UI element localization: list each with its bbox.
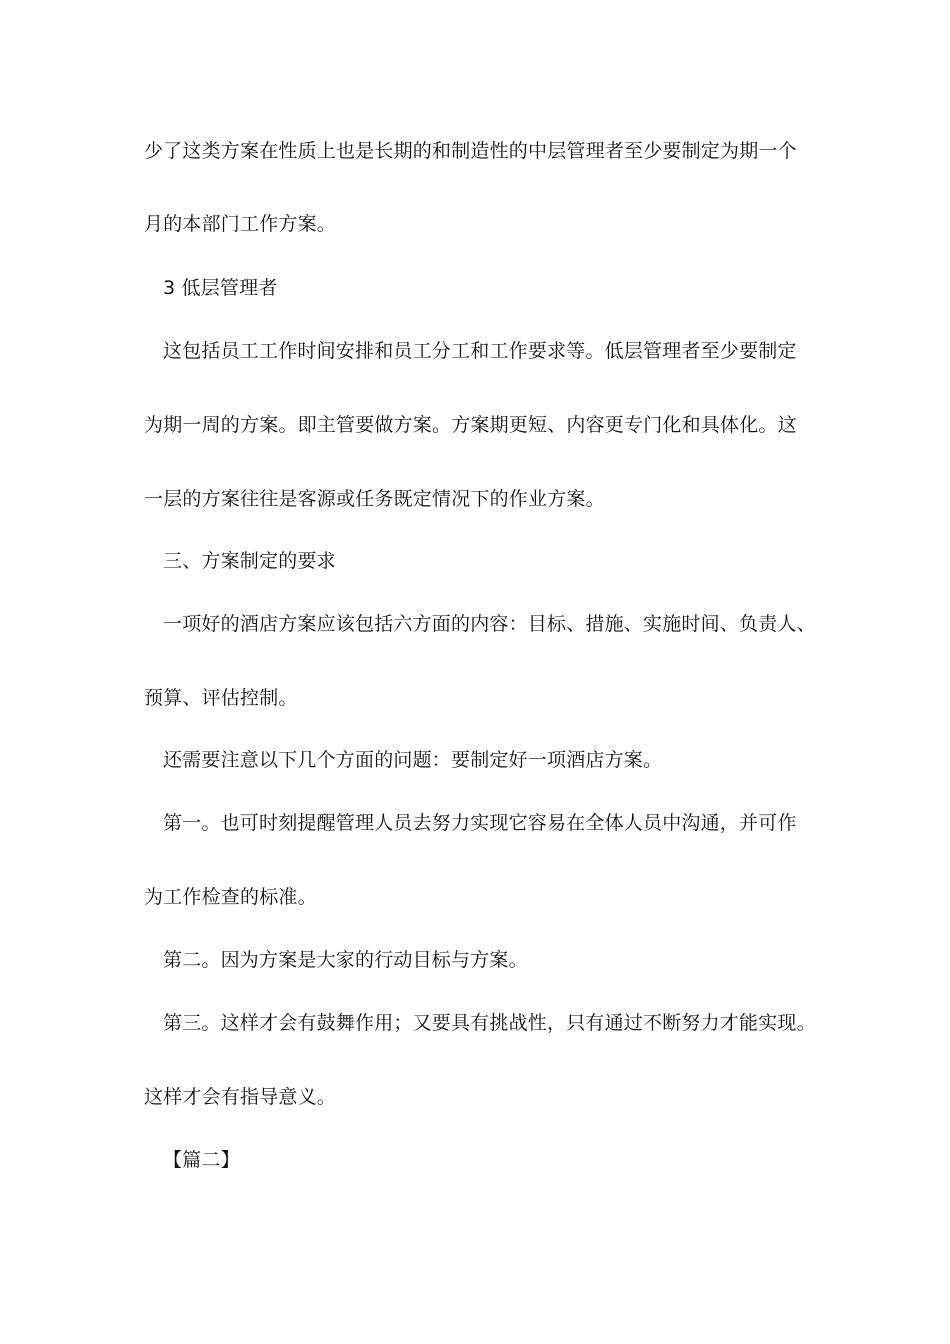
paragraph-line: 为工作检查的标准。 xyxy=(144,886,317,908)
paragraph-line: 一层的方案往往是客源或任务既定情况下的作业方案。 xyxy=(144,488,605,510)
paragraph-line: 少了这类方案在性质上也是长期的和制造性的中层管理者至少要制定为期一个 xyxy=(144,140,797,162)
paragraph-line: 为期一周的方案。即主管要做方案。方案期更短、内容更专门化和具体化。这 xyxy=(144,414,797,436)
paragraph-line: 第三。这样才会有鼓舞作用；又要具有挑战性，只有通过不断努力才能实现。 xyxy=(163,1012,816,1034)
paragraph-line: 这包括员工工作时间安排和员工分工和工作要求等。低层管理者至少要制定 xyxy=(163,340,797,362)
paragraph-line: 一项好的酒店方案应该包括六方面的内容：目标、措施、实施时间、负责人、 xyxy=(163,613,816,635)
paragraph-line: 还需要注意以下几个方面的问题：要制定好一项酒店方案。 xyxy=(163,749,663,771)
section-heading: 三、方案制定的要求 xyxy=(163,550,336,572)
paragraph-line: 这样才会有指导意义。 xyxy=(144,1086,337,1108)
paragraph-line: 月的本部门工作方案。 xyxy=(144,213,337,235)
paragraph-line: 第一。也可时刻提醒管理人员去努力实现它容易在全体人员中沟通，并可作 xyxy=(163,812,797,834)
section-heading: 【篇二】 xyxy=(163,1149,240,1171)
section-heading: 3 低层管理者 xyxy=(163,277,278,299)
paragraph-line: 第二。因为方案是大家的行动目标与方案。 xyxy=(163,949,528,971)
paragraph-line: 预算、评估控制。 xyxy=(144,687,298,709)
